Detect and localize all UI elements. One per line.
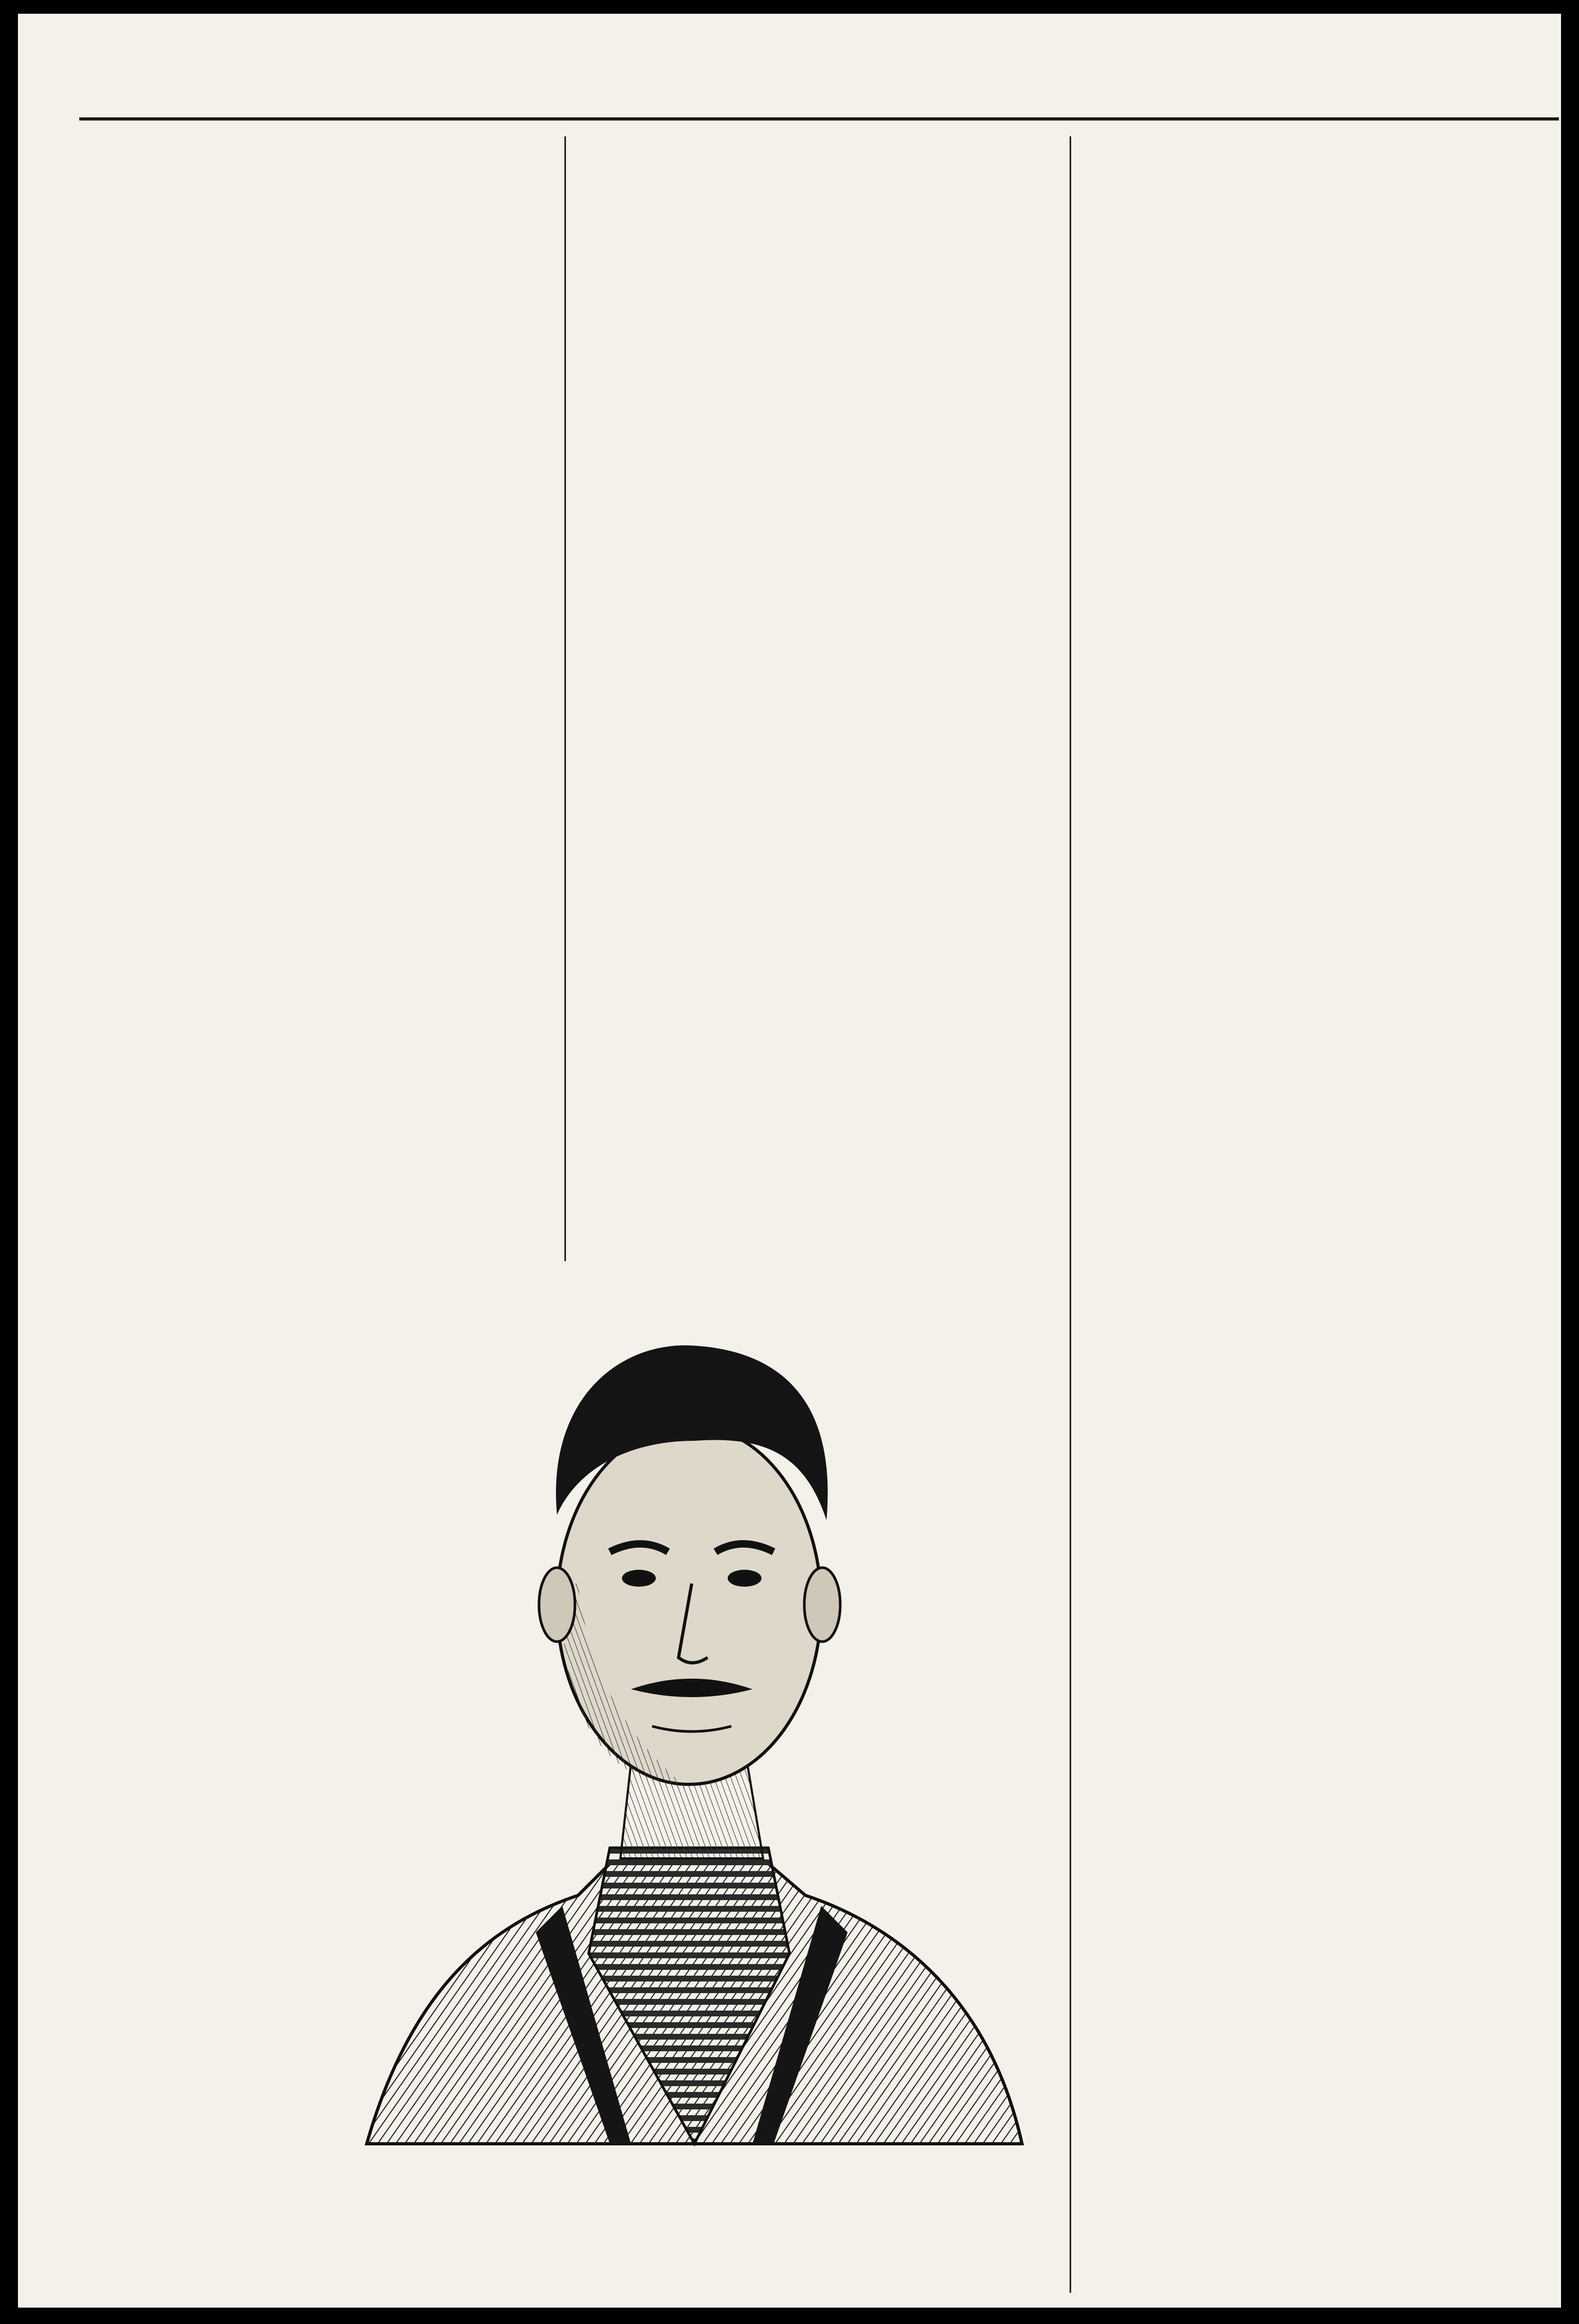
portrait-illustration (314, 1266, 1064, 2165)
newspaper-page (18, 14, 1561, 2308)
header-rule (79, 117, 1559, 121)
column-divider-right (1070, 136, 1071, 2293)
column-divider (564, 136, 566, 1261)
